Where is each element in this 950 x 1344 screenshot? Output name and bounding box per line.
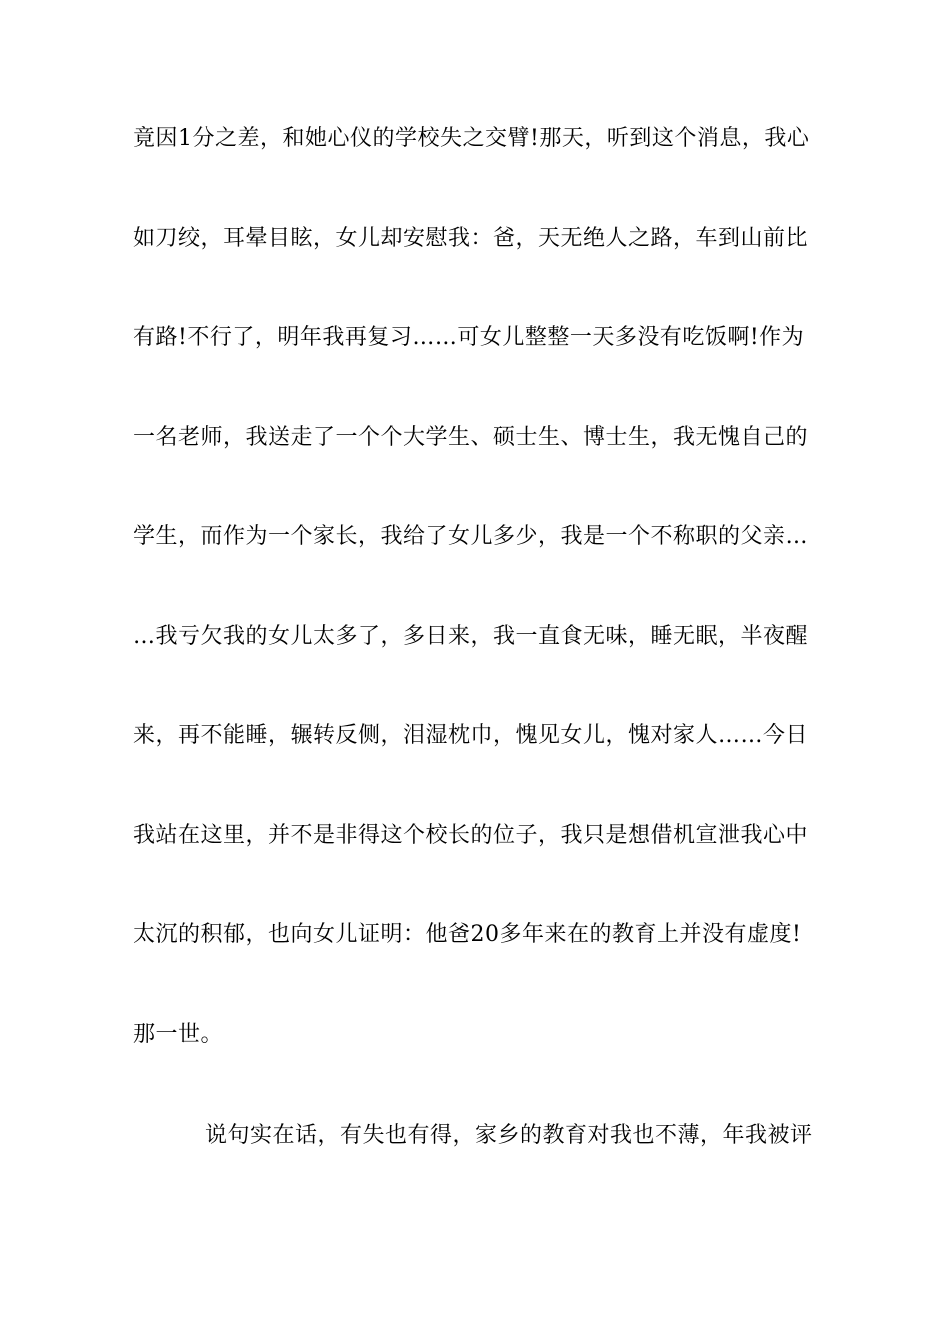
text-line: 一名老师，我送走了一个个大学生、硕士生、博士生，我无愧自己的 xyxy=(133,424,809,450)
text-line: 我站在这里，并不是非得这个校长的位子，我只是想借机宣泄我心中 xyxy=(133,822,809,848)
text-line: 说句实在话，有失也有得，家乡的教育对我也不薄，年我被评 xyxy=(205,1123,813,1148)
text-line: 学生，而作为一个家长，我给了女儿多少，我是一个不称职的父亲… xyxy=(133,524,809,549)
text-line: 有路!不行了，明年我再复习……可女儿整整一天多没有吃饭啊!作为 xyxy=(133,325,805,350)
text-line: 如刀绞，耳晕目眩，女儿却安慰我：爸，天无绝人之路，车到山前比 xyxy=(133,225,809,251)
text-line: 那一世。 xyxy=(133,1021,224,1047)
text-line: 竟因1分之差，和她心仪的学校失之交臂!那天，听到这个消息，我心 xyxy=(133,126,810,151)
text-line: 来，再不能睡，辗转反侧，泪湿枕巾，愧见女儿，愧对家人……今日 xyxy=(133,723,809,748)
text-line: …我亏欠我的女儿太多了，多日来，我一直食无味，睡无眠，半夜醒 xyxy=(133,623,809,649)
text-line: 太沉的积郁，也向女儿证明：他爸20多年来在的教育上并没有虚度! xyxy=(133,922,802,947)
